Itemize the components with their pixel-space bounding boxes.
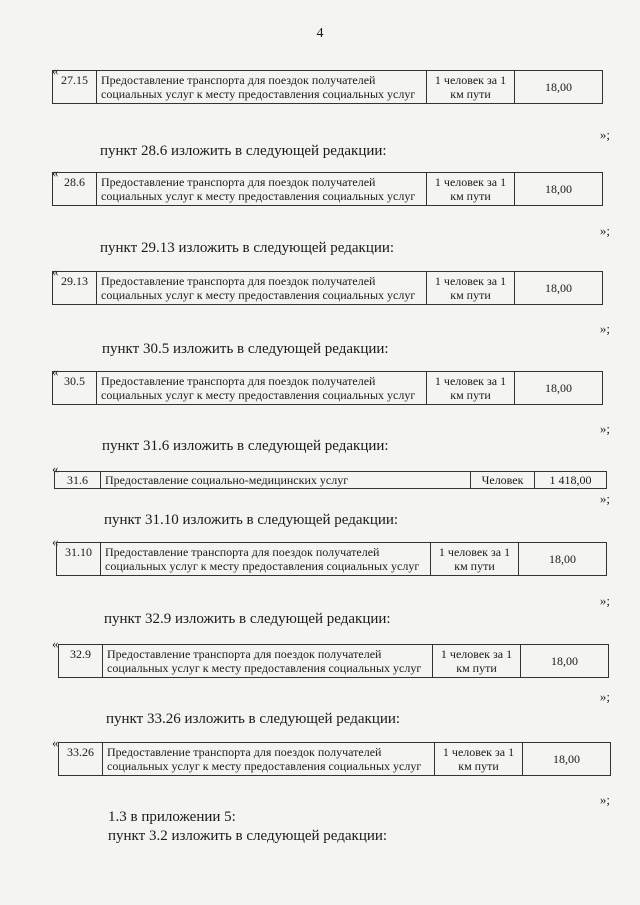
tariff-price: 18,00 — [515, 173, 603, 206]
close-quote: »; — [599, 792, 610, 807]
amendment-heading: пункт 28.6 изложить в следующей редакции: — [100, 143, 387, 159]
open-quote: « — [52, 534, 59, 549]
unit-of-measure: 1 человек за 1 км пути — [427, 173, 515, 206]
tariff-table — [58, 742, 611, 776]
tariff-price: 18,00 — [515, 372, 603, 405]
tariff-table — [58, 644, 609, 678]
close-quote: »; — [599, 321, 610, 336]
amendment-heading: пункт 33.26 изложить в следующей редакции: — [106, 711, 401, 727]
table-row — [55, 472, 607, 489]
amendment-heading: пункт 30.5 изложить в следующей редакции: — [102, 341, 389, 357]
service-description: Предоставление транспорта для поездок получателей социальных услуг к месту предоставления социальных услуг — [97, 173, 427, 206]
open-quote: « — [52, 364, 59, 379]
tariff-table — [54, 471, 607, 489]
table-row — [53, 372, 603, 405]
table-row — [57, 543, 607, 576]
unit-of-measure: 1 человек за 1 км пути — [427, 71, 515, 104]
close-quote: »; — [599, 223, 610, 238]
amendment-heading: пункт 32.9 изложить в следующей редакции: — [104, 611, 391, 627]
tariff-price: 18,00 — [521, 645, 609, 678]
tariff-table — [56, 542, 607, 576]
open-quote: « — [52, 735, 59, 750]
service-description: Предоставление транспорта для поездок получателей социальных услуг к месту предоставления социальных услуг — [103, 743, 435, 776]
service-description: Предоставление транспорта для поездок получателей социальных услуг к месту предоставления социальных услуг — [103, 645, 433, 678]
tariff-table — [52, 271, 603, 305]
table-row — [59, 645, 609, 678]
item-number: 32.9 — [59, 645, 103, 678]
appendix-heading: 1.3 в приложении 5: — [108, 809, 236, 825]
close-quote: »; — [599, 491, 610, 506]
amendment-heading: пункт 31.10 изложить в следующей редакции: — [104, 512, 399, 528]
open-quote: « — [52, 63, 59, 78]
close-quote: »; — [599, 421, 610, 436]
open-quote: « — [52, 461, 59, 476]
table-row — [59, 743, 611, 776]
unit-of-measure: 1 человек за 1 км пути — [427, 372, 515, 405]
table-row — [53, 173, 603, 206]
tariff-table — [52, 172, 603, 206]
close-quote: »; — [599, 127, 610, 142]
unit-of-measure: 1 человек за 1 км пути — [431, 543, 519, 576]
unit-of-measure: 1 человек за 1 км пути — [427, 272, 515, 305]
service-description: Предоставление транспорта для поездок получателей социальных услуг к месту предоставления социальных услуг — [101, 543, 431, 576]
item-number: 33.26 — [59, 743, 103, 776]
tariff-price: 18,00 — [523, 743, 611, 776]
amendment-heading: пункт 3.2 изложить в следующей редакции: — [108, 828, 388, 844]
item-number: 29.13 — [53, 272, 97, 305]
item-number: 31.10 — [57, 543, 101, 576]
service-description: Предоставление транспорта для поездок получателей социальных услуг к месту предоставления социальных услуг — [97, 71, 427, 104]
page-number: 4 — [316, 26, 324, 41]
open-quote: « — [52, 264, 59, 279]
open-quote: « — [52, 165, 59, 180]
table-row — [53, 71, 603, 104]
item-number: 30.5 — [53, 372, 97, 405]
tariff-price: 18,00 — [515, 272, 603, 305]
amendment-heading: пункт 31.6 изложить в следующей редакции: — [102, 438, 389, 454]
open-quote: « — [52, 636, 59, 651]
table-row — [53, 272, 603, 305]
unit-of-measure: 1 человек за 1 км пути — [435, 743, 523, 776]
amendment-heading: пункт 29.13 изложить в следующей редакции: — [100, 240, 395, 256]
tariff-price: 18,00 — [519, 543, 607, 576]
tariff-table — [52, 70, 603, 104]
unit-of-measure: 1 человек за 1 км пути — [433, 645, 521, 678]
unit-of-measure: Человек — [471, 472, 535, 489]
item-number: 27.15 — [53, 71, 97, 104]
tariff-price: 1 418,00 — [535, 472, 607, 489]
service-description: Предоставление транспорта для поездок получателей социальных услуг к месту предоставления социальных услуг — [97, 272, 427, 305]
close-quote: »; — [599, 689, 610, 704]
item-number: 31.6 — [55, 472, 101, 489]
service-description: Предоставление социально-медицинских услуг — [101, 472, 471, 489]
close-quote: »; — [599, 593, 610, 608]
tariff-price: 18,00 — [515, 71, 603, 104]
service-description: Предоставление транспорта для поездок получателей социальных услуг к месту предоставления социальных услуг — [97, 372, 427, 405]
tariff-table — [52, 371, 603, 405]
item-number: 28.6 — [53, 173, 97, 206]
